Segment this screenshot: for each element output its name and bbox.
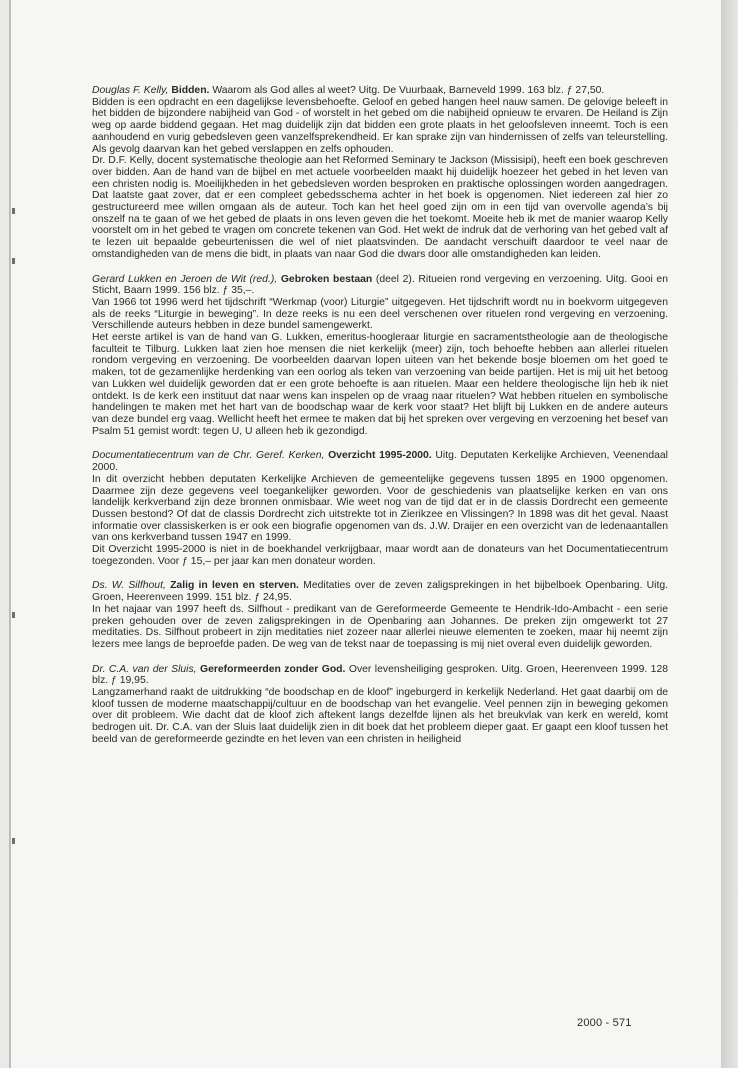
review-heading (92, 274, 668, 297)
review-title: Overzicht 1995-2000. (328, 450, 432, 462)
review-paragraph: Dit Overzicht 1995-2000 is niet in de boekhandel verkrijgbaar, maar wordt aan de donateurs van het Documentatiecentrum toegezonden. Voor ƒ 15,– per jaar kan men donateur worden. (92, 544, 668, 567)
review-details: (deel 2). Ritueien rond vergeving en verzoening. Uitg. Gooi en Sticht, Baarn 1999. 156 blz. ƒ 35,–. (92, 273, 668, 297)
review-author: Gerard Lukken en Jeroen de Wit (red.), (92, 273, 278, 285)
review-heading (92, 664, 668, 687)
review-title: Gereformeerden zonder God. (200, 663, 346, 675)
review-author: Ds. W. Silfhout, (92, 580, 166, 592)
margin-mark (12, 612, 15, 618)
review-gebroken-bestaan (92, 274, 668, 438)
review-bidden (92, 85, 668, 261)
review-title: Zalig in leven en sterven. (170, 580, 299, 592)
review-paragraph: Het eerste artikel is van de hand van G. Lukken, emeritus-hoogleraar liturgie en sacramentstheologie aan de theologische faculteit te Tilburg. Lukken laat zien hoe mensen die niet kerkelijk (meer) zijn, toch behoefte hebben aan allerlei rituelen rondom vergeving en verzoening. De voorbeelden daarvan lopen uiteen van het bekende bosje bloemen om het goed te maken, tot de gezamenlijke herdenking van een oorlog als teken van verzoening van beide partijen. Het is mij uit het betoog van Lukken wel duidelijk geworden dat er een grote behoefte is aan ritueIen. Maar een heldere theologische lijn heb ik niet ontdekt. Is de kerk een instituut dat naar wens kan inspelen op de vraag naar rituelen? Wat hebben rituelen en symbolische handelingen te maken met het hart van de boodschap waar de kerk voor staat? Het blijft bij Lukken en de andere auteurs van deze bundel erg vaag. Wellicht heeft het ermee te maken dat bij het spreken over vergeving en verzoening het besef van Psalm 51 gemist wordt: tegen U, U alleen heb ik gezondigd. (92, 332, 668, 437)
page-edge-shadow (721, 0, 738, 1068)
review-details: Over levensheiliging gesproken. Uitg. Groen, Heerenveen 1999. 128 blz. ƒ 19,95. (92, 663, 669, 687)
review-author: Douglas F. Kelly, (92, 85, 169, 96)
review-heading (92, 450, 668, 473)
review-details: Uitg. Deputaten Kerkelijke Archieven, Veenendaal 2000. (92, 450, 668, 474)
page-number: 2000 - 571 (577, 1017, 632, 1029)
review-author: Documentatiecentrum van de Chr. Geref. Kerken, (92, 450, 325, 462)
review-title: Gebroken bestaan (280, 273, 373, 285)
review-paragraph: Dr. D.F. Kelly, docent systematische theologie aan het Reformed Seminary te Jackson (Missisipi), heeft een boek geschreven over bidden. Aan de hand van de bijbel en met actuele voorbeelden maakt hij duidelijk hoezeer het gebed in het leven van een christen nodig is. Moeilijkheden in het gebedsleven worden besproken en praktische oplossingen worden aangedragen. Dat laatste gaat zover, dat er een compleet gebedsschema achter in het boek is opgenomen. Niet iedereen zal hier zo gestructureerd mee willen omgaan als de auteur. Toch kan het heel goed zijn om in een tijd van overvolle agenda’s bij onszelf na te gaan of we het gebed de plaats in ons leven geven die het toekomt. Moeite heb ik met de manier waarop Kelly voorstelt om in het gebed te vragen om concrete tekenen van God. Het wekt de indruk dat de verhoring van het gebed valt af te lezen uit bepaalde gebeurtenissen die wel of niet plaatsvinden. De aandacht verschuift daardoor te veel naar de omstandigheden van de mens die bidt, in plaats van naar God die dwars door alle omstandigheden kan leiden. (92, 155, 668, 260)
review-paragraph: Bidden is een opdracht en een dagelijkse levensbehoefte. Geloof en gebed hangen heel nauw samen. De gelovige beleeft in het bidden de bijzondere nabijheid van God - of worstelt in het gebed om die nabijheid opnieuw te ervaren. De Heiland is Zijn weg op aarde biddend gegaan. Het mag duidelijk zijn dat bidden een grote plaats in het geloofsleven inneemt. Toch is een aanhoudend en vurig gebedsleven geen vanzelfsprekendheid. Er kan sprake zijn van hindernissen of zelfs van teleurstelling. Als gevolg daarvan kan het gebed verslappen en zelfs ophouden. (92, 96, 668, 155)
review-heading (92, 580, 668, 603)
review-details: Meditaties over de zeven zaligsprekingen in het bijbelboek Openbaring. Uitg. Groen, Heerenveen 1999. 151 blz. ƒ 24,95. (92, 580, 669, 604)
margin-mark (12, 258, 15, 264)
review-author: Dr. C.A. van der Sluis, (92, 663, 197, 675)
margin-mark (12, 208, 15, 214)
review-paragraph: In dit overzicht hebben deputaten Kerkelijke Archieven de gemeentelijke gegevens tussen 1895 en 1900 opgenomen. Daarmee zijn deze gegevens veel toegankelijker geworden. Voor de geschiedenis van plaatselijke kerken en van ons landelijk kerkverband zijn deze bronnen onmisbaar. Wie weet nog van de tijd dat er in de classis Dordrecht een gemeente Dussen bestond? Of dat de classis Dordrecht zich uitstrekte tot in Zierikzee en Vlissingen? In 1898 was dit het geval. Naast informatie over classiskerken is er ook een biografie opgenomen van ds. J.W. Draijer en een overzicht van de ledenaantallen van ons kerkverband tussen 1947 en 1999. (92, 473, 668, 544)
margin-mark (12, 838, 15, 844)
review-details: Waarom als God alles al weet? Uitg. De Vuurbaak, Barneveld 1999. 163 blz. ƒ 27,50. (212, 85, 605, 96)
review-heading (92, 85, 668, 97)
review-column (92, 85, 668, 759)
review-gereformeerden (92, 664, 668, 746)
review-paragraph: Langzamerhand raakt de uitdrukking “de boodschap en de kloof” ingeburgerd in kerkelijk Nederland. Het gaat daarbij om de kloof tussen de moderne maatschappij/cultuur en de boodschap van het evangelie. Veel pennen zijn in beweging gekomen over dit probleem. Wie dacht dat de kloof zich aftekent langs dezelfde lijnen als het breukvlak van kerk en wereld, komt bedrogen uit. Dr. C.A. van der Sluis laat duidelijk zien in dit boek dat het probleem dieper gaat. Er gaapt een kloof tussen het beeld van de gereformeerde gezindte en het leven van een christen in heiligheid (92, 687, 668, 745)
review-overzicht (92, 450, 668, 567)
review-paragraph: Van 1966 tot 1996 werd het tijdschrift “Werkmap (voor) Liturgie” uitgegeven. Het tijdschrift wordt nu in boekvorm uitgegeven als de reeks “Liturgie in beweging”. In deze reeks is nu een deel verschenen over ritueIen rond vergeving en verzoening. Verschillende auteurs hebben in deze bundel samengewerkt. (92, 296, 668, 332)
review-zalig (92, 580, 668, 650)
review-title: Bidden. (171, 85, 210, 96)
review-paragraph: In het najaar van 1997 heeft ds. Silfhout - predikant van de Gereformeerde Gemeente te Hendrik-Ido-Ambacht - een serie preken gehouden over de zeven zaligsprekingen in de Openbaring aan Johannes. De preken zijn omgewerkt tot 27 meditaties. Ds. Silfhout probeert in zijn meditaties niet zozeer naar allerlei nieuwe elementen te zoeken, maar hij neemt zijn lezers mee langs de beproefde paden. De weg van de tekst naar de toepassing is mij niet overal even duidelijk geworden. (92, 603, 668, 650)
